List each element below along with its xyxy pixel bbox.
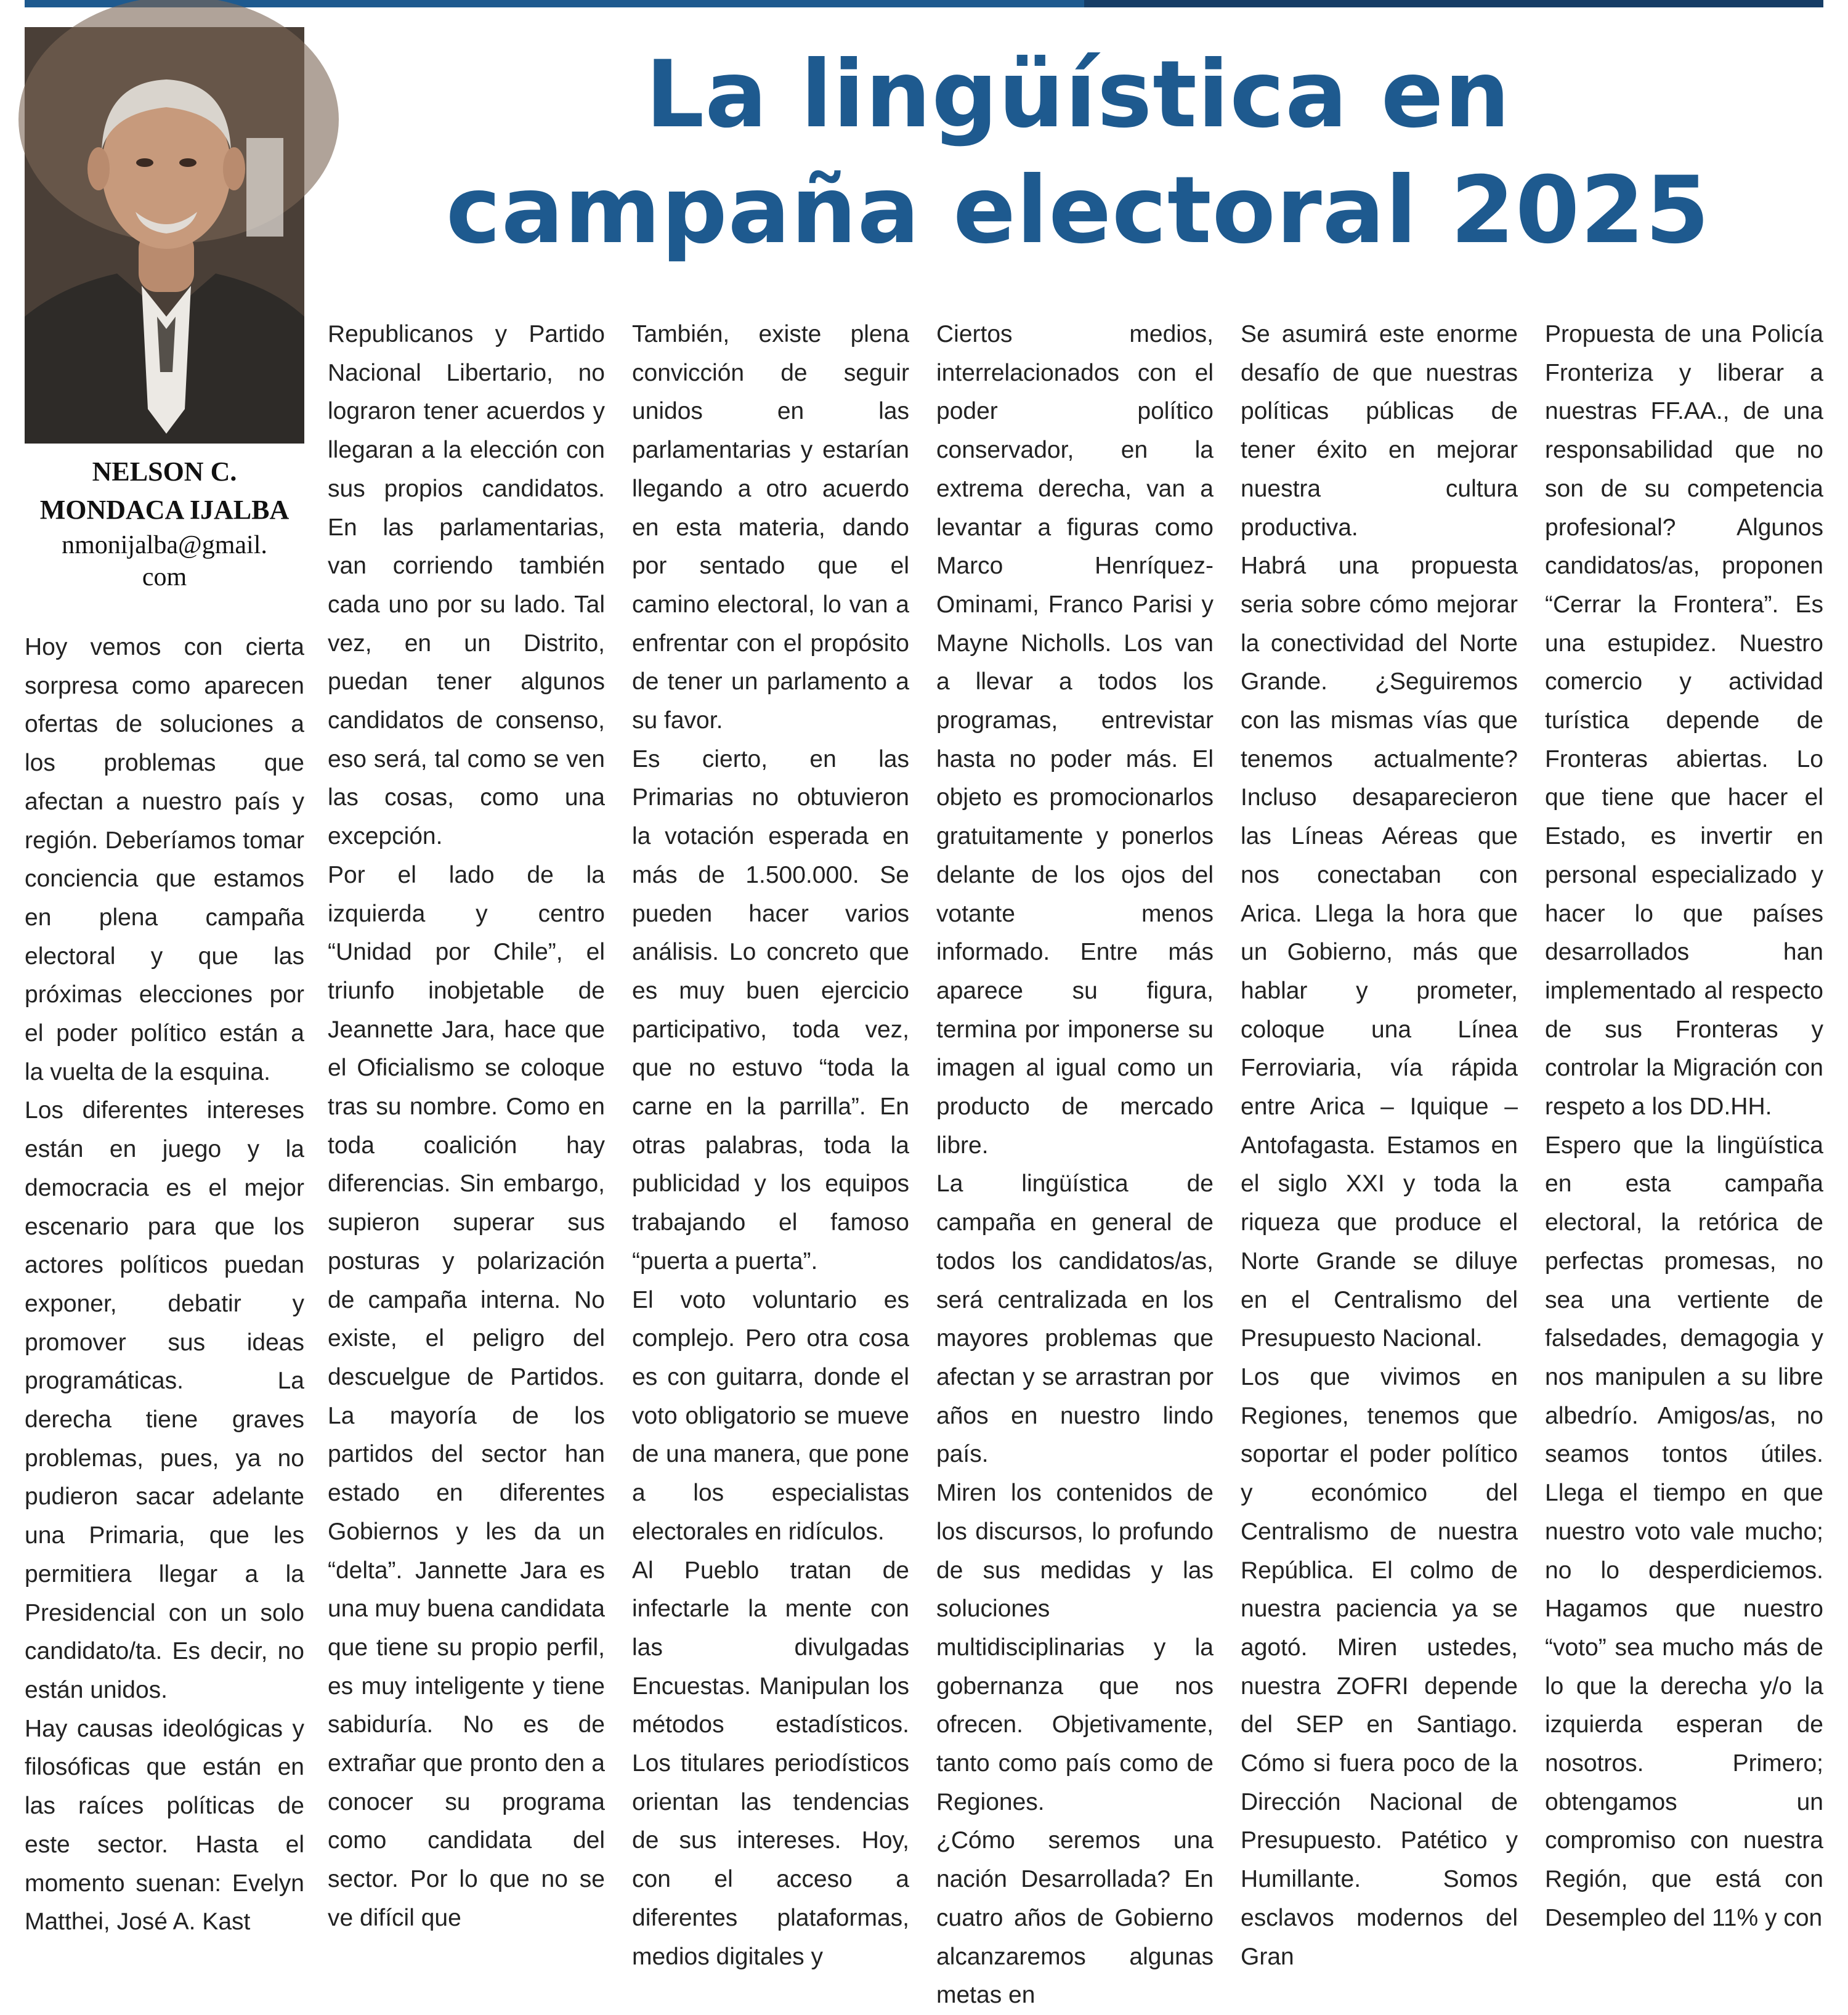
paragraph: Hoy vemos con cierta sorpresa como aparecen ofertas de soluciones a los problemas que afectan a nuestro país y región. Deberíamos tomar conciencia que estamos en plena campaña electoral y que las próximas elecciones por el poder político están a la vuelta de la esquina. bbox=[25, 634, 304, 1085]
author-portrait-illustration bbox=[25, 27, 304, 444]
author-name-line2: MONDACA IJALBA bbox=[39, 495, 290, 525]
paragraph: Por el lado de la izquierda y centro “Unidad por Chile”, el triunfo inobjetable de Jeannette Jara, hace que el Oficialismo se coloque tras su nombre. Como en toda coalición hay diferencias. Sin embargo, supieron superar sus posturas y polarización de campaña interna. No existe, el peligro del descuelgue de Partidos. La mayoría de los partidos del sector han estado en diferentes Gobiernos y les da un “delta”. Jannette Jara es una muy buena candidata que tiene su propio perfil, es muy inteligente y tiene sabiduría. No es de extrañar que pronto den a conocer su programa como candidata del sector. Por lo que no se ve difícil que bbox=[328, 861, 605, 1931]
paragraph: Ciertos medios, interrelacionados con el poder político conservador, en la extrema derecha, van a levantar a figuras como Marco Henríquez-Ominami, Franco Parisi y Mayne Nicholls. Los van a llevar a todos los programas, entrevistar hasta no poder más. El objeto es promocionarlos gratuitamente y ponerlos delante de los ojos del votante menos informado. Entre más aparece su figura, termina por imponerse su imagen al igual como un producto de mercado libre. bbox=[936, 321, 1214, 1159]
author-email-line2: com bbox=[142, 563, 187, 591]
author-email-line1: nmonijalba@gmail. bbox=[62, 531, 267, 559]
author-email bbox=[25, 529, 304, 593]
headline-line1: La lingüística en bbox=[645, 41, 1511, 148]
byline bbox=[25, 453, 304, 593]
top-rule-dark bbox=[1084, 0, 1823, 7]
headline-line2: campaña electoral 2025 bbox=[445, 157, 1711, 264]
article-column-6 bbox=[1545, 315, 1823, 1931]
paragraph: Los diferentes intereses están en juego y la democracia es el mejor escenario para que los actores políticos puedan exponer, debatir y promover sus ideas programáticas. La derecha tiene graves problemas, pues, ya no pudieron sacar adelante una Primaria, que les permitiera llegar a la Presidencial con un solo candidato/ta. Es decir, no están unidos. bbox=[25, 1097, 304, 1703]
paragraph: Espero que la lingüística en esta campaña electoral, la retórica de perfectas promesas, no sea una vertiente de falsedades, demagogia y nos manipulen a su libre albedrío. Amigos/as, no seamos tontos útiles. Llega el tiempo en que nuestro voto vale mucho; no lo desperdiciemos. Hagamos que nuestro “voto” sea mucho más de lo que la derecha y/o la izquierda esperan de nosotros. Primero; obtengamos un compromiso con nuestra Región, que está con Desempleo del 11% y con bbox=[1545, 1132, 1823, 1931]
paragraph: Republicanos y Partido Nacional Libertario, no lograron tener acuerdos y llegaran a la elección con sus propios candidatos. En las parlamentarias, van corriendo también cada uno por su lado. Tal vez, en un Distrito, puedan tener algunos candidatos de consenso, eso será, tal como se ven las cosas, como una excepción. bbox=[328, 321, 605, 850]
author-photo bbox=[25, 27, 304, 444]
article-column-1 bbox=[25, 628, 304, 1936]
paragraph: ¿Cómo seremos una nación Desarrollada? En cuatro años de Gobierno alcanzaremos algunas metas en bbox=[936, 1827, 1214, 2009]
paragraph: Los que vivimos en Regiones, tenemos que soportar el poder político y económico del Centralismo de nuestra República. El colmo de nuestra paciencia ya se agotó. Miren ustedes, nuestra ZOFRI depende del SEP en Santiago. Cómo si fuera poco de la Dirección Nacional de Presupuesto. Patético y Humillante. Somos esclavos modernos del Gran bbox=[1241, 1363, 1518, 1970]
author-name-line1: NELSON C. bbox=[92, 456, 237, 487]
headline bbox=[333, 37, 1823, 269]
paragraph: Miren los contenidos de los discursos, lo profundo de sus medidas y las soluciones multidisciplinarias y la gobernanza que nos ofrecen. Objetivamente, tanto como país como de Regiones. bbox=[936, 1480, 1214, 1815]
article-column-5 bbox=[1241, 315, 1518, 1970]
article-column-4 bbox=[936, 315, 1214, 2009]
paragraph: Propuesta de una Policía Fronteriza y liberar a nuestras FF.AA., de una responsabilidad que no son de su competencia profesional? Algunos candidatos/as, proponen “Cerrar la Frontera”. Es una estupidez. Nuestro comercio y actividad turística depende de Fronteras abiertas. Lo que tiene que hacer el Estado, es invertir en personal especializado y hacer lo que países desarrollados han implementado al respecto de sus Fronteras y controlar la Migración con respeto a los DD.HH. bbox=[1545, 321, 1823, 1121]
paragraph: Hay causas ideológicas y filosóficas que están en las raíces políticas de este sector. Hasta el momento suenan: Evelyn Matthei, José A. Kast bbox=[25, 1715, 304, 1936]
paragraph: Es cierto, en las Primarias no obtuvieron la votación esperada en más de 1.500.000. Se pueden hacer varios análisis. Lo concreto que es muy buen ejercicio participativo, toda vez, que no estuvo “toda la carne en la parrilla”. En otras palabras, toda la publicidad y los equipos trabajando el famoso “puerta a puerta”. bbox=[632, 745, 909, 1275]
author-name bbox=[25, 453, 304, 529]
paragraph: El voto voluntario es complejo. Pero otra cosa es con guitarra, donde el voto obligatorio se mueve de una manera, que pone a los especialistas electorales en ridículos. bbox=[632, 1286, 909, 1545]
paragraph: Al Pueblo tratan de infectarle la mente con las divulgadas Encuestas. Manipulan los métodos estadísticos. Los titulares periodísticos orientan las tendencias de sus intereses. Hoy, con el acceso a diferentes plataformas, medios digitales y bbox=[632, 1557, 909, 1970]
article-column-2 bbox=[328, 315, 605, 1931]
paragraph: Habrá una propuesta seria sobre cómo mejorar la conectividad del Norte Grande. ¿Seguiremos con las mismas vías que tenemos actualmente? Incluso desaparecieron las Líneas Aéreas que nos conectaban con Arica. Llega la hora que un Gobierno, más que hablar y prometer, coloque una Línea Ferroviaria, vía rápida entre Arica – Iquique – Antofagasta. Estamos en el siglo XXI y toda la riqueza que produce el Norte Grande se diluye en el Centralismo del Presupuesto Nacional. bbox=[1241, 553, 1518, 1352]
paragraph: Se asumirá este enorme desafío de que nuestras políticas públicas de tener éxito en mejorar nuestra cultura productiva. bbox=[1241, 321, 1518, 541]
paragraph: La lingüística de campaña en general de todos los candidatos/as, será centralizada en los mayores problemas que afectan y se arrastran por años en nuestro lindo país. bbox=[936, 1170, 1214, 1468]
article-column-3 bbox=[632, 315, 909, 1970]
paragraph: También, existe plena convicción de seguir unidos en las parlamentarias y estarían llegando a otro acuerdo en esta materia, dando por sentado que el camino electoral, lo van a enfrentar con el propósito de tener un parlamento a su favor. bbox=[632, 321, 909, 734]
